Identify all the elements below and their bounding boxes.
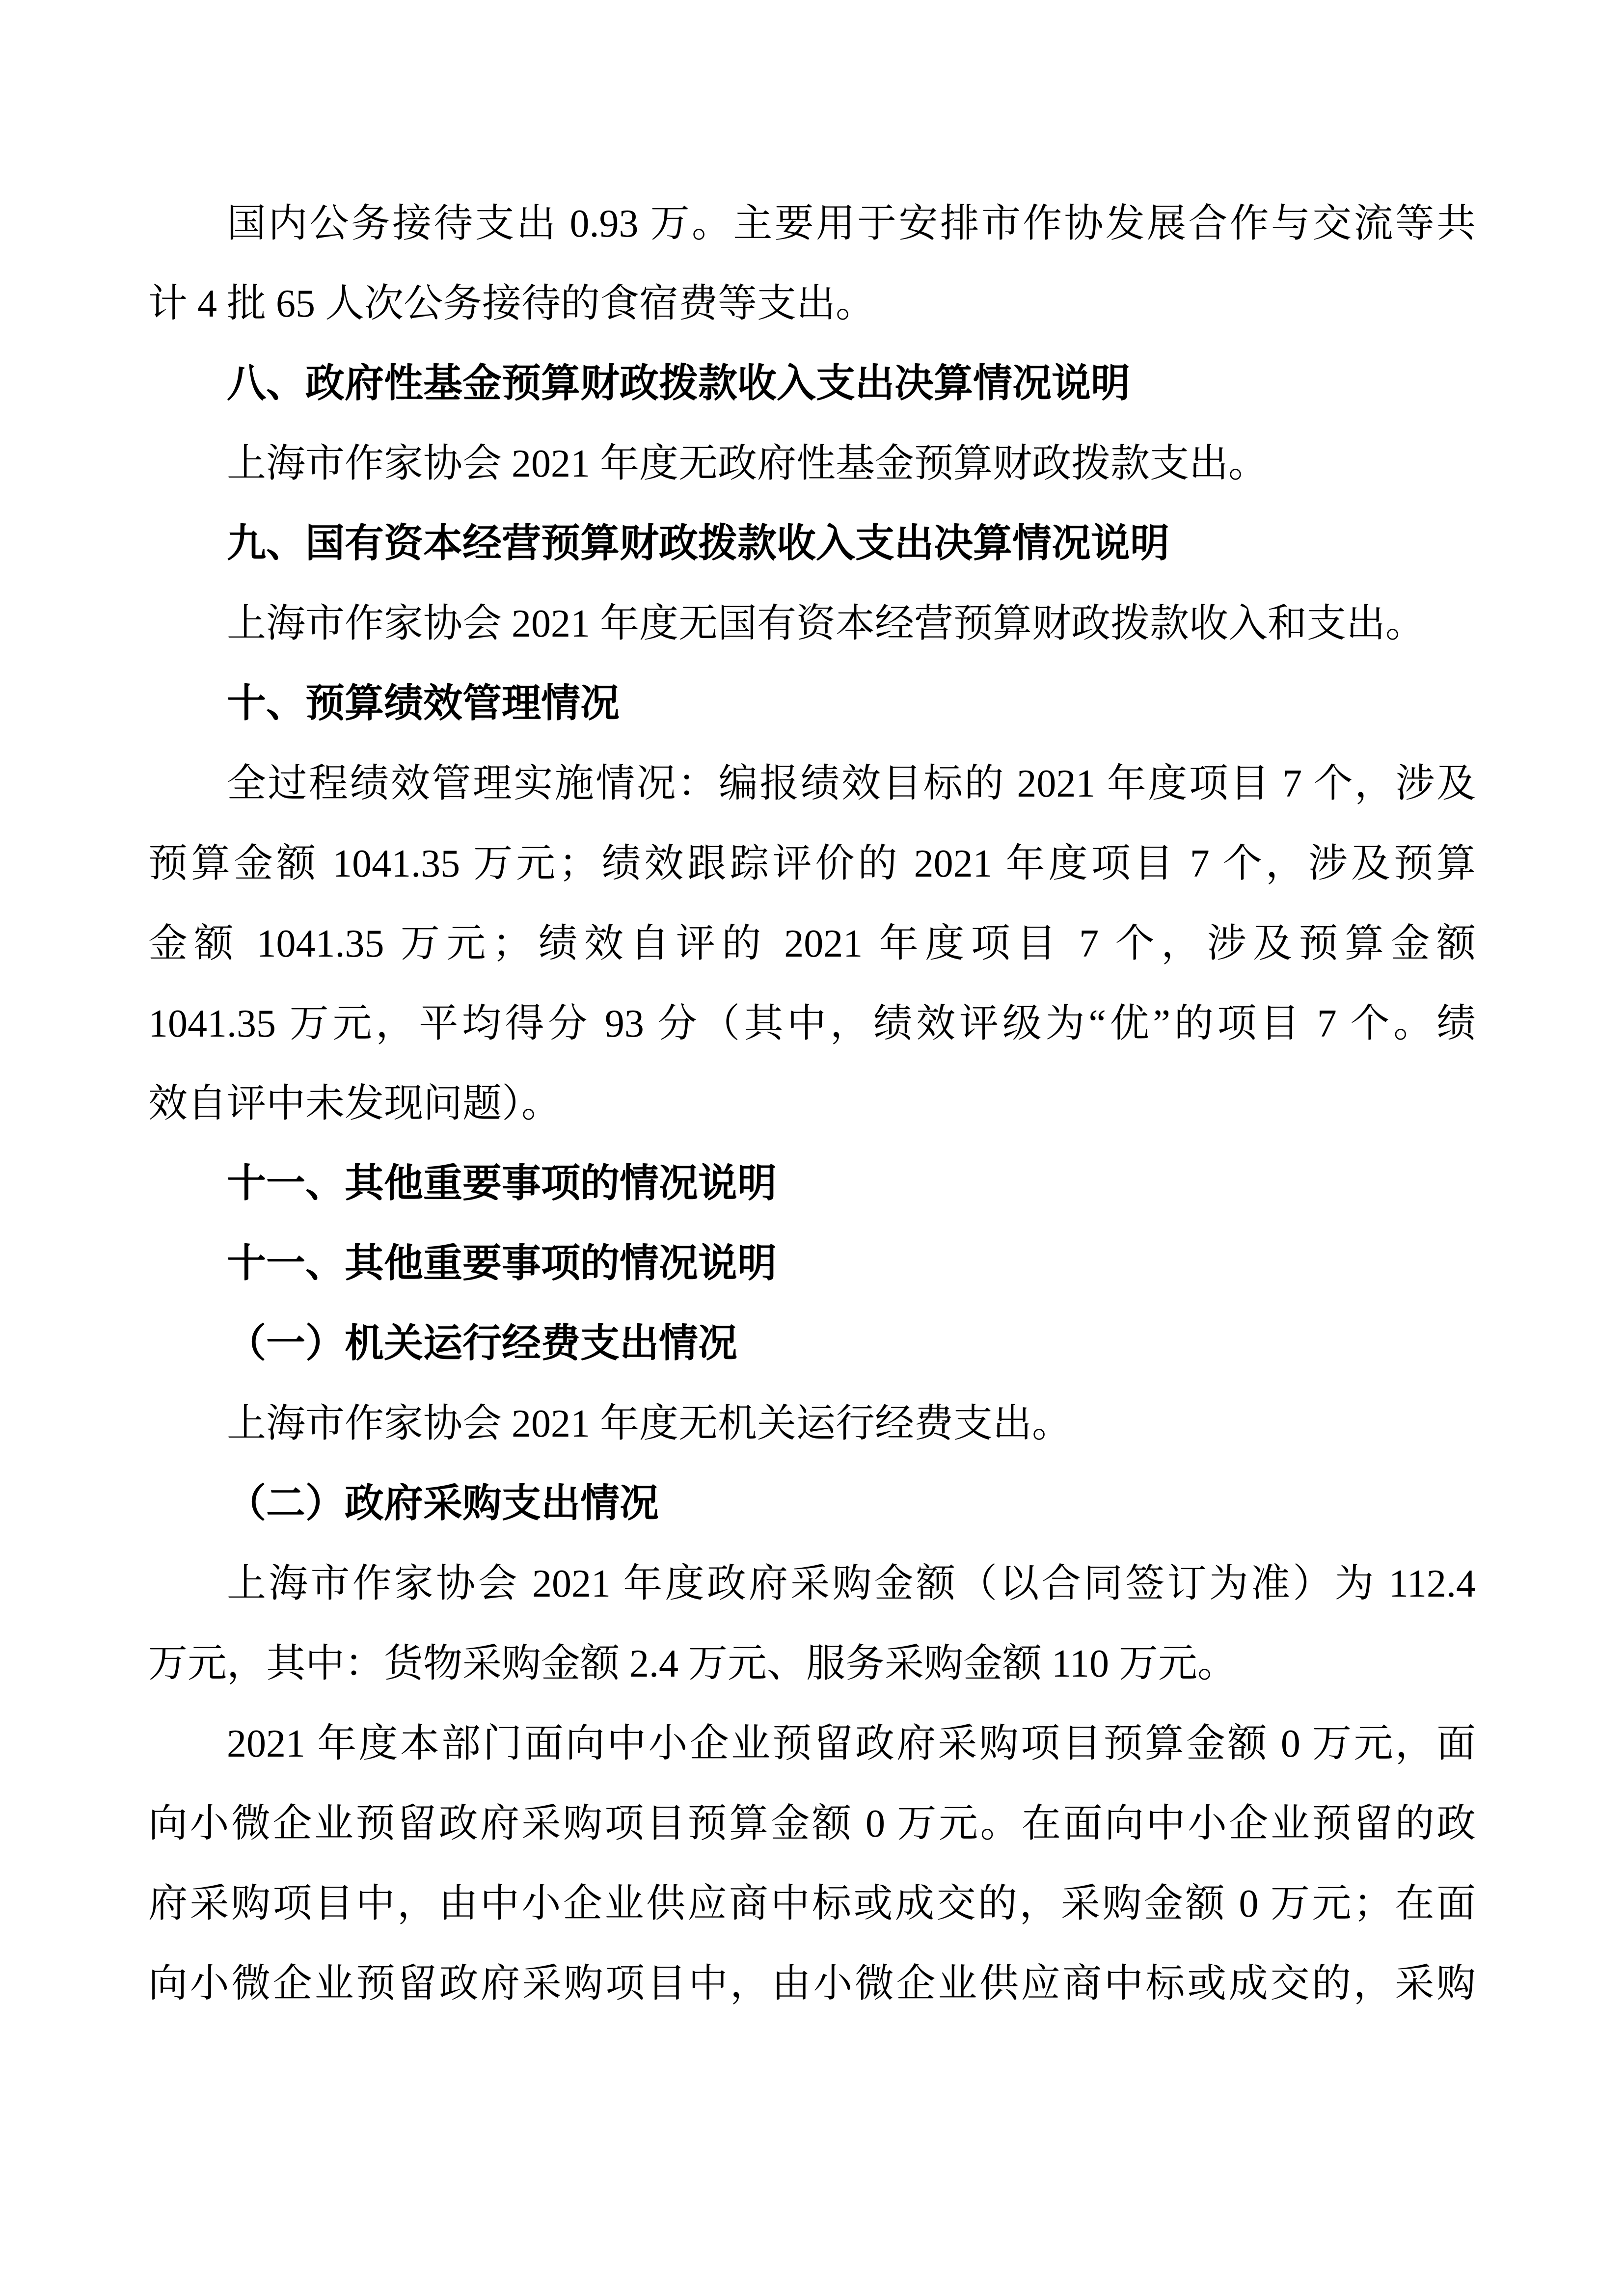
text-line: 上海市作家协会 2021 年度无机关运行经费支出。 bbox=[227, 1402, 1071, 1445]
text-line: 预算金额 1041.35 万元；绩效跟踪评价的 2021 年度项目 7 个，涉及预算 bbox=[148, 842, 1476, 885]
text-line: 1041.35 万元，平均得分 93 分（其中，绩效评级为“优”的项目 7 个。绩 bbox=[148, 1002, 1476, 1045]
paragraph bbox=[148, 1384, 1476, 1464]
section-heading bbox=[148, 1464, 1476, 1544]
section-heading bbox=[148, 1304, 1476, 1384]
section-heading bbox=[148, 664, 1476, 744]
text-line: 上海市作家协会 2021 年度无国有资本经营预算财政拨款收入和支出。 bbox=[227, 602, 1425, 645]
section-heading bbox=[148, 1144, 1476, 1224]
text-line: 府采购项目中，由中小企业供应商中标或成交的，采购金额 0 万元；在面 bbox=[148, 1882, 1476, 1925]
text-line: 十一、其他重要事项的情况说明 bbox=[227, 1242, 777, 1285]
text-line: 金额 1041.35 万元；绩效自评的 2021 年度项目 7 个，涉及预算金额 bbox=[148, 922, 1476, 965]
section-heading bbox=[148, 1224, 1476, 1304]
section-heading bbox=[148, 344, 1476, 424]
paragraph bbox=[148, 744, 1476, 1144]
text-line: 上海市作家协会 2021 年度无政府性基金预算财政拨款支出。 bbox=[227, 442, 1268, 485]
text-line: 效自评中未发现问题）。 bbox=[148, 1082, 561, 1125]
text-line: 向小微企业预留政府采购项目预算金额 0 万元。在面向中小企业预留的政 bbox=[148, 1802, 1476, 1845]
text-line: 向小微企业预留政府采购项目中，由小微企业供应商中标或成交的，采购 bbox=[148, 1962, 1476, 2005]
paragraph bbox=[148, 424, 1476, 504]
text-line: 计 4 批 65 人次公务接待的食宿费等支出。 bbox=[148, 282, 875, 325]
section-heading bbox=[148, 504, 1476, 584]
paragraph bbox=[148, 1704, 1476, 2024]
document-body bbox=[148, 184, 1476, 2024]
text-line: 十、预算绩效管理情况 bbox=[227, 682, 620, 725]
paragraph bbox=[148, 184, 1476, 344]
text-line: （一）机关运行经费支出情况 bbox=[227, 1322, 737, 1365]
text-line: 十一、其他重要事项的情况说明 bbox=[227, 1162, 777, 1205]
text-line: 国内公务接待支出 0.93 万。主要用于安排市作协发展合作与交流等共 bbox=[227, 202, 1476, 245]
paragraph bbox=[148, 1544, 1476, 1704]
text-line: （二）政府采购支出情况 bbox=[227, 1482, 659, 1525]
text-line: 万元，其中：货物采购金额 2.4 万元、服务采购金额 110 万元。 bbox=[148, 1642, 1237, 1685]
text-line: 上海市作家协会 2021 年度政府采购金额（以合同签订为准）为 112.4 bbox=[227, 1562, 1476, 1605]
text-line: 九、国有资本经营预算财政拨款收入支出决算情况说明 bbox=[227, 522, 1169, 565]
paragraph bbox=[148, 584, 1476, 664]
text-line: 全过程绩效管理实施情况：编报绩效目标的 2021 年度项目 7 个，涉及 bbox=[227, 762, 1476, 805]
text-line: 2021 年度本部门面向中小企业预留政府采购项目预算金额 0 万元，面 bbox=[227, 1722, 1476, 1765]
text-line: 八、政府性基金预算财政拨款收入支出决算情况说明 bbox=[227, 362, 1130, 405]
